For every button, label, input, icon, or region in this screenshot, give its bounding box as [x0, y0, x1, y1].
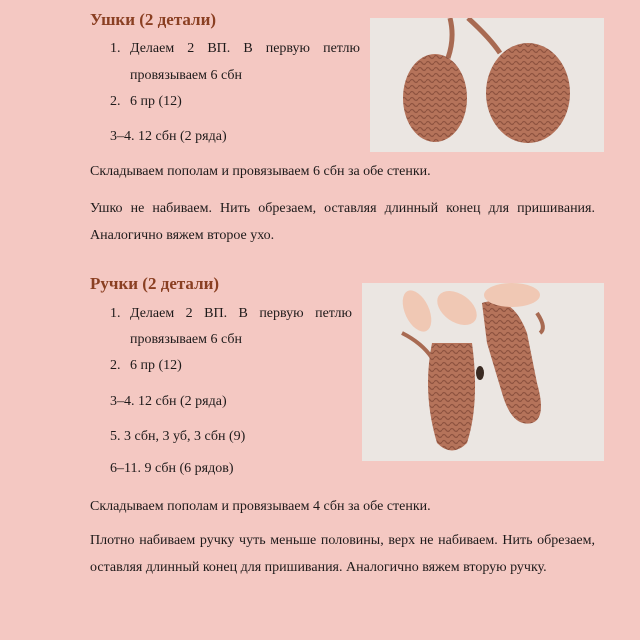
ears-step-2-number: 2.	[110, 94, 121, 109]
arms-paragraph-2: Плотно набиваем ручку чуть меньше половины, верх не набиваем. Нить обрезаем, оставляя длинный конец для пришивания. Аналогично вяжем вторую ручку.	[90, 533, 595, 575]
ears-paragraph-1: Складываем пополам и провязываем 6 сбн за обе стенки.	[90, 164, 431, 179]
ears-step-3: 3–4. 12 сбн (2 ряда)	[110, 129, 227, 144]
ears-step-1-number: 1.	[110, 41, 121, 56]
arms-step-3: 3–4. 12 сбн (2 ряда)	[110, 394, 227, 409]
arms-photo	[362, 283, 604, 461]
arms-step-1-text: Делаем 2 ВП. В первую петлю	[130, 306, 352, 321]
arms-section-title: Ручки (2 детали)	[90, 274, 220, 293]
arms-paragraph-1: Складываем пополам и провязываем 4 сбн за обе стенки.	[90, 499, 431, 514]
arms-step-1	[110, 300, 352, 327]
ears-paragraph-2: Ушко не набиваем. Нить обрезаем, оставляя длинный конец для пришивания. Аналогично вяжем второе ухо.	[90, 201, 595, 243]
arms-photo-illustration	[362, 283, 604, 461]
ears-photo	[370, 18, 604, 152]
arms-step-1-continued: провязываем 6 сбн	[130, 332, 243, 347]
arms-step-2-number: 2.	[110, 358, 121, 373]
arms-step-2-text: 6 пр (12)	[130, 358, 182, 373]
ears-step-2-text: 6 пр (12)	[130, 94, 182, 109]
ears-section-title: Ушки (2 детали)	[90, 10, 217, 29]
ears-step-1	[110, 35, 360, 62]
arms-step-5: 6–11. 9 сбн (6 рядов)	[110, 461, 234, 476]
ears-step-1-continued: провязываем 6 сбн	[130, 68, 243, 83]
ears-step-1-text: Делаем 2 ВП. В первую петлю	[130, 41, 360, 56]
arms-step-4: 5. 3 сбн, 3 уб, 3 сбн (9)	[110, 429, 246, 444]
arms-step-2	[110, 352, 182, 379]
arms-step-1-number: 1.	[110, 306, 121, 321]
ears-photo-illustration	[370, 18, 604, 152]
ears-step-2	[110, 88, 182, 115]
